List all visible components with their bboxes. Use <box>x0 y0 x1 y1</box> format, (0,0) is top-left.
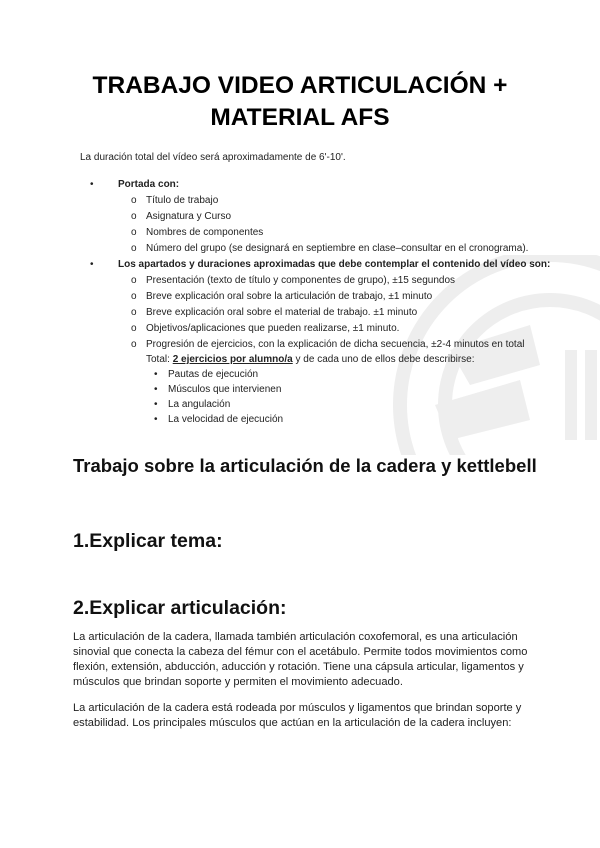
cover-items <box>118 193 560 256</box>
list-item: o Presentación (texto de título y componentes de grupo), ±15 segundos <box>118 273 560 288</box>
progression-item: o Progresión de ejercicios, con la explicación de dicha secuencia, ±2-4 minutos en total <box>146 339 525 350</box>
cover-label: Portada con: <box>118 179 180 190</box>
list-item: o Asignatura y Curso <box>118 209 560 224</box>
exercise-items <box>146 367 560 427</box>
paragraph-1: La articulación de la cadera, llamada también articulación coxofemoral, es una articulación sinovial que conecta la cabeza del fémur con el acetábulo. Permite todos movimientos como flexión, extensión, abducción, aducción y rotación. Tiene una cápsula articular, ligamentos y músculos que brindan soporte y permiten el movimiento adecuado. <box>73 631 528 688</box>
list-item: o Título de trabajo <box>118 193 560 208</box>
list-item: o Número del grupo (se designará en septiembre en clase–consultar en el cronograma). <box>118 241 560 256</box>
document-title: TRABAJO VIDEO ARTICULACIÓN + MATERIAL AFS <box>92 72 508 131</box>
list-item <box>80 177 560 256</box>
list-item: o Nombres de componentes <box>118 225 560 240</box>
list-item <box>118 337 560 427</box>
instructions-list <box>80 177 560 427</box>
list-item: • La angulación <box>146 397 560 412</box>
list-item: • La velocidad de ejecución <box>146 412 560 427</box>
list-item <box>80 257 560 427</box>
list-item: • Pautas de ejecución <box>146 367 560 382</box>
section-items <box>118 273 560 427</box>
list-item: • Músculos que intervienen <box>146 382 560 397</box>
list-item: o Breve explicación oral sobre la articulación de trabajo, ±1 minuto <box>118 289 560 304</box>
duration-intro: La duración total del vídeo será aproximadamente de 6'-10'. <box>80 152 346 163</box>
subtitle-heading: Trabajo sobre la articulación de la cadera y kettlebell <box>73 455 537 476</box>
list-item: o Objetivos/aplicaciones que pueden realizarse, ±1 minuto. <box>118 321 560 336</box>
embedded-instructions <box>80 150 560 427</box>
section1-heading: 1.Explicar tema: <box>73 530 223 552</box>
paragraph-2: La articulación de la cadera está rodeada por músculos y ligamentos que brindan soporte y estabilidad. Los principales músculos que actúan en la articulación de la cadera incluyen: <box>73 702 522 729</box>
total-line: Total: 2 ejercicios por alumno/a y de cada uno de ellos debe describirse: <box>146 354 475 365</box>
sections-label: Los apartados y duraciones aproximadas que debe contemplar el contenido del vídeo son: <box>118 259 551 270</box>
total-emphasis: 2 ejercicios por alumno/a <box>172 354 293 365</box>
list-item: o Breve explicación oral sobre el material de trabajo. ±1 minuto <box>118 305 560 320</box>
section2-heading: 2.Explicar articulación: <box>73 597 287 619</box>
